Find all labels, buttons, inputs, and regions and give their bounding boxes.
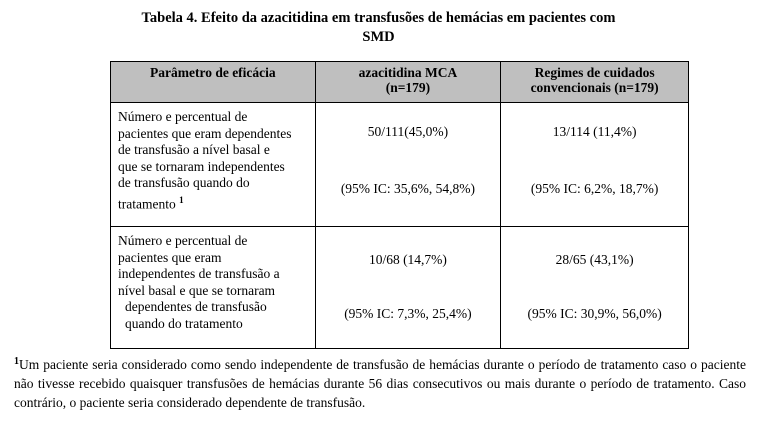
header-azacitidine	[315, 62, 501, 103]
row2-conventional-ci: (95% IC: 30,9%, 56,0%)	[527, 306, 662, 321]
row2-azacitidine-cell	[315, 227, 501, 349]
row1-parameter-line: de transfusão a nível basal e	[118, 142, 270, 157]
table-title	[0, 9, 757, 47]
row2-azacitidine-value: 10/68 (14,7%)	[368, 252, 447, 267]
table-row	[111, 103, 689, 227]
row2-parameter-line: dependentes de transfusão	[125, 299, 267, 314]
header-conventional-line1: Regimes de cuidados	[534, 65, 655, 80]
header-parameter	[111, 62, 316, 103]
row2-parameter-line: independentes de transfusão a	[118, 266, 280, 281]
row1-parameter-line: de transfusão quando do	[118, 175, 250, 190]
row2-parameter	[111, 227, 316, 349]
table-header-row	[111, 62, 689, 103]
table-title-line1: Tabela 4. Efeito da azacitidina em transfusões de hemácias em pacientes com	[141, 10, 616, 26]
footnote-reference: 1	[179, 194, 184, 205]
row1-parameter-line-text: tratamento	[118, 196, 176, 211]
row1-parameter-line	[118, 192, 309, 213]
header-azacitidine-line1: azacitidina MCA	[358, 65, 458, 80]
row1-azacitidine-cell	[315, 103, 501, 227]
row2-parameter-line: Número e percentual de	[118, 233, 248, 248]
header-parameter-label: Parâmetro de eficácia	[149, 65, 276, 80]
row1-parameter	[111, 103, 316, 227]
row2-parameter-line: quando do tratamento	[125, 315, 243, 331]
efficacy-table	[110, 61, 689, 349]
row2-conventional-value: 28/65 (43,1%)	[555, 252, 634, 267]
row2-azacitidine-ci: (95% IC: 7,3%, 25,4%)	[344, 306, 472, 321]
header-azacitidine-line2: (n=179)	[385, 80, 431, 95]
footnote-text: Um paciente seria considerado como sendo independente de transfusão de hemácias durante o período de tratamento caso o paciente não tivesse recebido quaisquer transfusões de hemácias durante 56 dias consecutivos ou mais durante o período de tratamento. Caso contrário, o paciente seria considerado dependente de transfusão.	[14, 357, 746, 410]
row1-azacitidine-ci: (95% IC: 35,6%, 54,8%)	[340, 181, 476, 196]
table-row	[111, 227, 689, 349]
row2-conventional-cell	[501, 227, 689, 349]
table-title-line2: SMD	[362, 29, 395, 45]
row1-azacitidine-value: 50/111(45,0%)	[367, 124, 449, 139]
footnote-marker: 1	[14, 356, 19, 367]
row2-parameter-line: nível basal e que se tornaram	[118, 282, 276, 298]
header-conventional	[501, 62, 689, 103]
header-conventional-line2: convencionais (n=179)	[530, 80, 659, 95]
row1-conventional-cell	[501, 103, 689, 227]
row1-conventional-ci: (95% IC: 6,2%, 18,7%)	[530, 181, 659, 196]
row1-conventional-value: 13/114 (11,4%)	[552, 124, 637, 139]
row2-parameter-line: pacientes que eram	[118, 249, 222, 265]
row1-parameter-line: que se tornaram independentes	[118, 158, 285, 174]
row1-parameter-line: Número e percentual de	[118, 109, 248, 124]
row1-parameter-line: pacientes que eram dependentes	[118, 125, 292, 141]
footnote	[14, 352, 746, 412]
